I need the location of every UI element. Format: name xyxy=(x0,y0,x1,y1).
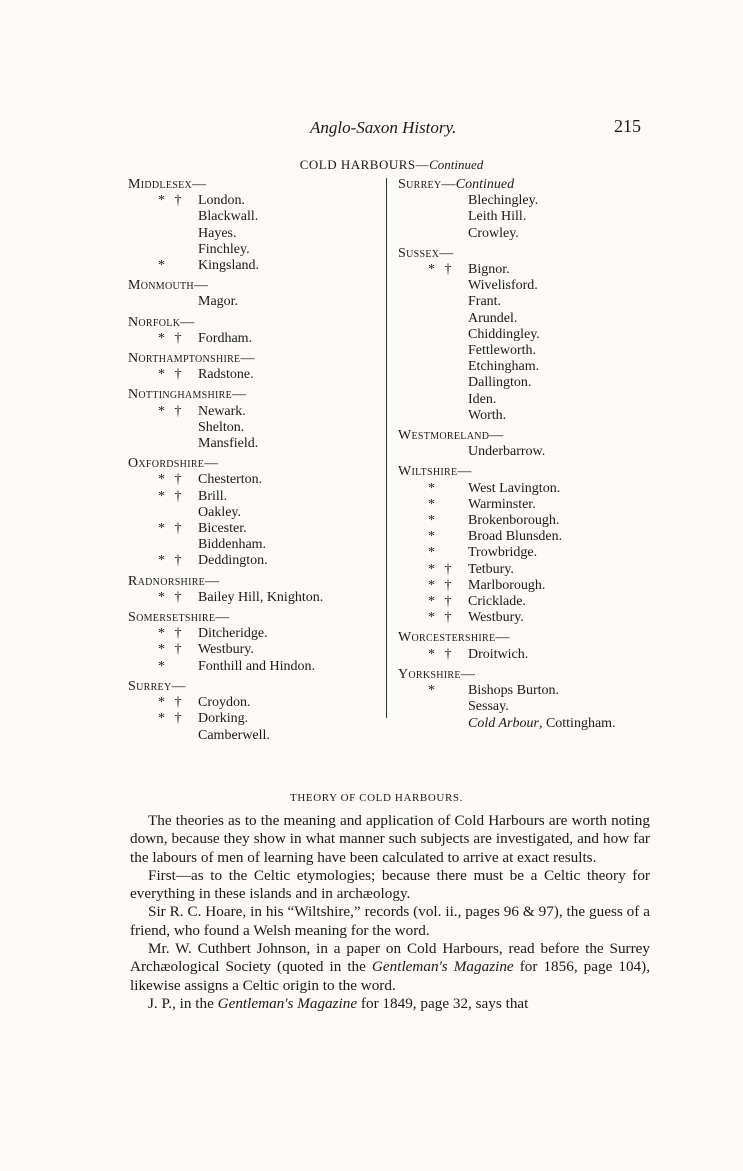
place-entry xyxy=(128,193,383,209)
county-name: Somersetshire— xyxy=(128,610,230,626)
place-marks: * † xyxy=(158,521,185,537)
place-entry xyxy=(398,343,648,359)
place-entry xyxy=(128,226,383,242)
place-name: Underbarrow. xyxy=(468,444,546,460)
place-name: Westbury. xyxy=(468,610,524,626)
place-name: Bailey Hill, Knighton. xyxy=(198,589,324,605)
place-name: Croydon. xyxy=(198,695,251,711)
place-name: Droitwich. xyxy=(468,646,529,662)
place-name: Camberwell. xyxy=(198,727,270,743)
place-name: Dallington. xyxy=(468,375,532,391)
place-name: Mansfield. xyxy=(198,436,259,452)
place-name: Blechingley. xyxy=(468,193,539,209)
county-name: Norfolk— xyxy=(128,314,195,330)
place-name: West Lavington. xyxy=(468,480,561,496)
page-number: 215 xyxy=(614,116,641,136)
place-marks: * † xyxy=(158,472,185,488)
place-entry xyxy=(398,278,648,294)
place-name: Ditcheridge. xyxy=(198,626,268,642)
place-name: Shelton. xyxy=(198,419,245,435)
county-name: Westmoreland— xyxy=(398,428,504,444)
place-name: Bignor. xyxy=(468,262,510,278)
column-divider xyxy=(386,178,387,718)
county-group xyxy=(398,246,648,424)
place-marks: * † xyxy=(158,695,185,711)
county-name: Yorkshire— xyxy=(398,666,476,682)
place-marks: * † xyxy=(158,711,185,727)
paragraph: The theories as to the meaning and application of Cold Harbours are worth noting down, because they show in what manner such subjects are investigated, and how far the labours of men of learning have been calculated to arrive at exact results. xyxy=(130,812,650,866)
county-suffix: Continued xyxy=(455,177,515,192)
place-entry xyxy=(128,711,383,727)
paragraph xyxy=(130,940,650,995)
place-entry xyxy=(398,545,648,561)
place-entry xyxy=(398,529,648,545)
place-entry xyxy=(398,716,648,732)
theory-heading: THEORY OF COLD HARBOURS. xyxy=(290,792,463,804)
county-group xyxy=(398,464,648,626)
place-marks: * xyxy=(428,513,438,529)
place-marks: * xyxy=(428,496,438,512)
county-group xyxy=(128,177,383,274)
place-marks: * † xyxy=(158,403,185,419)
place-name: Fettleworth. xyxy=(468,343,537,359)
place-name: Hayes. xyxy=(198,225,237,241)
left-column xyxy=(128,177,383,748)
place-entry xyxy=(128,294,383,310)
place-name: Kingsland. xyxy=(198,258,260,274)
place-name: Brokenborough. xyxy=(468,513,560,529)
place-marks: * xyxy=(158,258,168,274)
place-entry xyxy=(398,444,648,460)
place-name: Arundel. xyxy=(468,310,518,326)
county-group xyxy=(128,387,383,452)
place-name: London. xyxy=(198,193,246,209)
place-marks: * † xyxy=(158,330,185,346)
running-header xyxy=(0,118,743,142)
county-name: Worcestershire— xyxy=(398,630,510,646)
place-marks: * xyxy=(428,683,438,699)
place-entry xyxy=(398,209,648,225)
section-heading xyxy=(0,157,743,173)
place-entry xyxy=(398,294,648,310)
place-entry xyxy=(398,481,648,497)
place-name: Fordham. xyxy=(198,330,253,346)
place-marks: * † xyxy=(428,577,455,593)
place-entry xyxy=(398,647,648,663)
place-entry xyxy=(128,642,383,658)
place-marks: * † xyxy=(158,642,185,658)
place-entry xyxy=(128,728,383,744)
place-marks: * † xyxy=(428,561,455,577)
county-name: Sussex— xyxy=(398,245,454,261)
place-entry xyxy=(128,659,383,675)
place-marks: * xyxy=(428,545,438,561)
place-name: Iden. xyxy=(468,391,497,407)
place-entry xyxy=(398,226,648,242)
place-name: Worth. xyxy=(468,407,507,423)
paragraph-text: for 1849, page 32, says that xyxy=(357,994,529,1012)
place-entry xyxy=(128,695,383,711)
place-entry xyxy=(398,683,648,699)
place-entry xyxy=(398,375,648,391)
county-group xyxy=(128,610,383,675)
place-marks: * xyxy=(428,529,438,545)
place-entry xyxy=(398,562,648,578)
place-name: Tetbury. xyxy=(468,561,514,577)
section-heading-main: COLD HARBOURS— xyxy=(299,157,430,172)
place-marks: * † xyxy=(428,262,455,278)
place-name: Brill. xyxy=(198,488,228,504)
place-entry xyxy=(128,367,383,383)
county-name: Middlesex— xyxy=(128,177,207,192)
place-entry xyxy=(128,590,383,606)
place-entry xyxy=(128,331,383,347)
place-entry xyxy=(398,359,648,375)
place-name: Newark. xyxy=(198,403,246,419)
place-entry xyxy=(128,521,383,537)
county-name: Surrey— xyxy=(128,678,186,694)
place-marks: * † xyxy=(158,626,185,642)
place-marks: * xyxy=(428,480,438,496)
county-group xyxy=(128,574,383,606)
place-entry xyxy=(398,594,648,610)
place-name: Bishops Burton. xyxy=(468,683,560,699)
county-name: Monmouth— xyxy=(128,278,209,294)
place-entry xyxy=(128,472,383,488)
place-entry xyxy=(128,209,383,225)
place-name: Radstone. xyxy=(198,367,254,383)
place-name: Chesterton. xyxy=(198,472,263,488)
place-name: Leith Hill. xyxy=(468,209,527,225)
place-entry xyxy=(128,505,383,521)
place-marks: * † xyxy=(428,594,455,610)
place-name: Frant. xyxy=(468,294,502,310)
place-entry xyxy=(398,497,648,513)
county-name: Surrey— xyxy=(398,177,456,192)
place-name: Sessay. xyxy=(468,699,509,715)
paragraph-text: for 1856, page 104), likewise assigns a Celtic origin to the word. xyxy=(130,958,650,994)
place-name: Finchley. xyxy=(198,241,250,257)
place-name: Chiddingley. xyxy=(468,326,540,342)
place-name: Oakley. xyxy=(198,504,242,520)
place-name: Trowbridge. xyxy=(468,545,538,561)
place-entry xyxy=(128,537,383,553)
place-name: Westbury. xyxy=(198,642,254,658)
place-name: Crowley. xyxy=(468,225,519,241)
place-entry xyxy=(398,193,648,209)
place-name: Blackwall. xyxy=(198,209,259,225)
paragraph-text: J. P., in the xyxy=(148,994,218,1012)
place-entry xyxy=(128,626,383,642)
county-name: Radnorshire— xyxy=(128,573,220,589)
county-group xyxy=(398,428,648,460)
place-entry xyxy=(398,311,648,327)
place-entry xyxy=(128,420,383,436)
paragraph-italic: Gentleman's Magazine xyxy=(217,994,358,1012)
place-entry xyxy=(398,262,648,278)
paragraph-italic: Gentleman's Magazine xyxy=(371,958,514,976)
place-name: Dorking. xyxy=(198,711,249,727)
body-text xyxy=(130,812,650,1013)
county-group xyxy=(128,456,383,569)
county-name: Wiltshire— xyxy=(398,464,472,480)
place-entry xyxy=(398,392,648,408)
place-entry xyxy=(398,408,648,424)
paragraph xyxy=(130,995,650,1013)
place-name: Bicester. xyxy=(198,521,247,537)
place-name: Fonthill and Hindon. xyxy=(198,658,316,674)
place-marks: * † xyxy=(428,610,455,626)
county-group xyxy=(128,278,383,310)
place-entry xyxy=(128,553,383,569)
place-name: Magor. xyxy=(198,294,239,310)
place-name: Broad Blunsden. xyxy=(468,529,563,545)
place-name: Etchingham. xyxy=(468,359,540,375)
place-name: Warminster. xyxy=(468,496,536,512)
county-group xyxy=(398,177,648,242)
section-heading-suffix: Continued xyxy=(429,157,484,172)
place-marks: * xyxy=(158,658,168,674)
paragraph-text: Mr. W. Cuthbert Johnson, in a paper on Cold Harbours, read before the Surrey Archæological Society (quoted in the xyxy=(130,940,650,976)
place-name: Deddington. xyxy=(198,553,268,569)
place-name: Cricklade. xyxy=(468,594,526,610)
place-entry xyxy=(398,327,648,343)
place-entry xyxy=(128,489,383,505)
place-entry xyxy=(128,436,383,452)
county-name: Nottinghamshire— xyxy=(128,387,247,403)
right-column xyxy=(398,177,648,736)
place-entry xyxy=(128,258,383,274)
place-name-italic: Cold Arbour xyxy=(468,715,539,731)
place-entry xyxy=(398,699,648,715)
place-entry xyxy=(398,578,648,594)
place-marks: * † xyxy=(158,488,185,504)
place-entry xyxy=(128,404,383,420)
place-entry xyxy=(398,513,648,529)
place-entry xyxy=(128,242,383,258)
place-marks: * † xyxy=(158,367,185,383)
county-group xyxy=(128,679,383,744)
place-marks: * † xyxy=(158,553,185,569)
place-entry xyxy=(398,610,648,626)
county-group xyxy=(128,315,383,347)
paragraph: Sir R. C. Hoare, in his “Wiltshire,” records (vol. ii., pages 96 & 97), the guess of a friend, who found a Welsh meaning for the word. xyxy=(130,903,650,939)
place-name: Wivelisford. xyxy=(468,278,538,294)
place-name-rest: , Cottingham. xyxy=(538,715,616,731)
county-group xyxy=(128,351,383,383)
county-group xyxy=(398,630,648,662)
county-group xyxy=(398,667,648,732)
place-name: Biddenham. xyxy=(198,537,267,553)
place-marks: * † xyxy=(428,646,455,662)
running-title: Anglo-Saxon History. xyxy=(310,118,457,137)
place-name: Marlborough. xyxy=(468,577,546,593)
paragraph: First—as to the Celtic etymologies; because there must be a Celtic theory for everything in these islands and in archæology. xyxy=(130,866,650,903)
place-marks: * † xyxy=(158,193,185,209)
county-name: Oxfordshire— xyxy=(128,456,219,472)
county-name: Northamptonshire— xyxy=(128,351,255,367)
place-marks: * † xyxy=(158,589,185,605)
